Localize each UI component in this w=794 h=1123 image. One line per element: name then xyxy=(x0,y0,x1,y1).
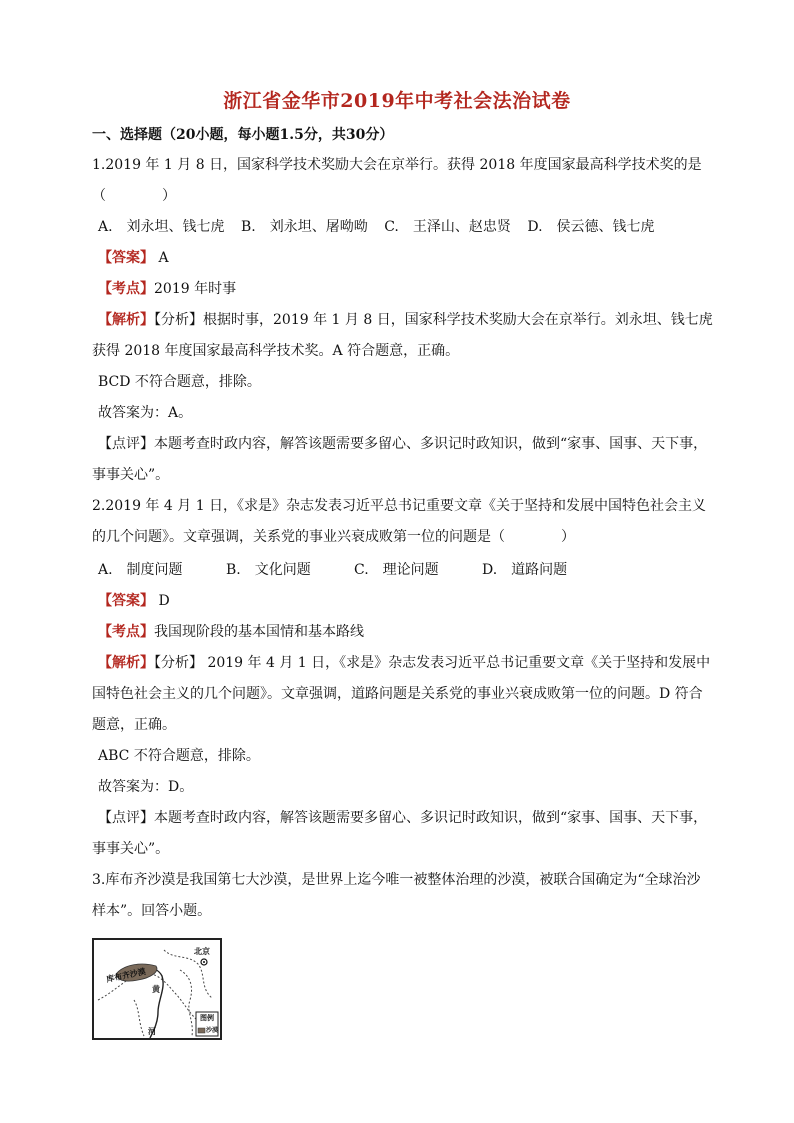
answer-tag: 【答案】 xyxy=(98,250,154,266)
desert-map-figure xyxy=(92,938,222,1040)
q2-point-value: 我国现阶段的基本国情和基本路线 xyxy=(154,624,364,640)
q1-analysis-line4: 故答案为：A。 xyxy=(98,405,193,421)
q2-analysis-line4: ABC 不符合题意，排除。 xyxy=(98,748,260,764)
point-tag: 【考点】 xyxy=(98,624,154,640)
section-heading: 一、选择题（20小题，每小题1.5分，共30分） xyxy=(92,127,394,143)
q2-stem-line2: 的几个问题》。文章强调，关系党的事业兴衰成败第一位的问题是（ ） xyxy=(92,529,575,545)
point-tag: 【考点】 xyxy=(98,281,154,297)
q1-comment-line2: 事事关心”。 xyxy=(92,467,170,483)
q1-point xyxy=(98,279,236,299)
q1-answer xyxy=(98,248,169,268)
q2-answer xyxy=(98,591,170,611)
q2-option-c: C. 理论问题 xyxy=(354,562,439,578)
map-label-desert: 库布齐沙漠 xyxy=(105,965,147,985)
map-label-he: 河 xyxy=(148,1026,156,1036)
q2-analysis-text1: 【分析】 2019 年 4 月 1 日，《求是》杂志发表习近平总书记重要文章《关于坚持和发展中 xyxy=(154,655,711,671)
map-label-huang: 黄 xyxy=(152,984,160,994)
q1-point-value: 2019 年时事 xyxy=(154,281,237,297)
q3-stem-line2: 样本”。回答小题。 xyxy=(92,903,212,919)
q1-option-b: B. 刘永坦、屠呦呦 xyxy=(241,219,368,235)
q1-answer-value: A xyxy=(158,250,169,266)
q2-analysis-line2: 国特色社会主义的几个问题》。文章强调，道路问题是关系党的事业兴衰成败第一位的问题。D 符合 xyxy=(92,686,703,702)
q1-stem-line1: 1.2019 年 1 月 8 日，国家科学技术奖励大会在京举行。获得 2018 年度国家最高科学技术奖的是 xyxy=(92,157,702,173)
q1-analysis-line2: 获得 2018 年度国家最高科学技术奖。A 符合题意，正确。 xyxy=(92,343,460,359)
q2-analysis-line1 xyxy=(98,653,710,673)
q1-analysis-line3: BCD 不符合题意，排除。 xyxy=(98,374,261,390)
q2-option-b: B. 文化问题 xyxy=(226,562,311,578)
q2-option-d: D. 道路问题 xyxy=(482,562,568,578)
q2-comment-line1: 【点评】本题考查时政内容，解答该题需要多留心、多识记时政知识，做到“家事、国事、天下事， xyxy=(98,810,708,826)
map-label-beijing: 北京 xyxy=(194,946,210,956)
q1-option-d: D. 侯云德、钱七虎 xyxy=(527,219,655,235)
q2-answer-value: D xyxy=(158,593,170,609)
q2-option-a: A. 制度问题 xyxy=(98,562,183,578)
q2-point xyxy=(98,622,364,642)
analysis-tag: 【解析】 xyxy=(98,655,154,671)
q1-stem-line2: （ ） xyxy=(92,188,176,204)
q2-options xyxy=(98,560,610,580)
q1-option-c: C. 王泽山、赵忠贤 xyxy=(384,219,511,235)
q2-stem-line1: 2.2019 年 4 月 1 日，《求是》杂志发表习近平总书记重要文章《关于坚持和发展中国特色社会主义 xyxy=(92,498,707,514)
q1-option-a: A. 刘永坦、钱七虎 xyxy=(98,219,225,235)
analysis-tag: 【解析】 xyxy=(98,312,154,328)
q1-analysis-line1 xyxy=(98,310,713,330)
q2-analysis-line5: 故答案为：D。 xyxy=(98,779,194,795)
q2-comment-line2: 事事关心”。 xyxy=(92,841,170,857)
answer-tag: 【答案】 xyxy=(98,593,154,609)
q1-comment-line1: 【点评】本题考查时政内容，解答该题需要多留心、多识记时政知识，做到“家事、国事、天下事， xyxy=(98,436,708,452)
q2-analysis-line3: 题意，正确。 xyxy=(92,717,176,733)
map-legend-item: 沙漠 xyxy=(206,1027,219,1034)
q3-stem-line1: 3.库布齐沙漠是我国第七大沙漠，是世界上迄今唯一被整体治理的沙漠，被联合国确定为“全球治沙 xyxy=(92,872,701,888)
q1-options xyxy=(98,217,667,237)
page-title: 浙江省金华市2019年中考社会法治试卷 xyxy=(223,90,571,112)
map-legend-title: 图例 xyxy=(200,1013,214,1022)
q1-analysis-text1: 【分析】根据时事，2019 年 1 月 8 日，国家科学技术奖励大会在京举行。刘永坦、钱七虎 xyxy=(154,312,713,328)
